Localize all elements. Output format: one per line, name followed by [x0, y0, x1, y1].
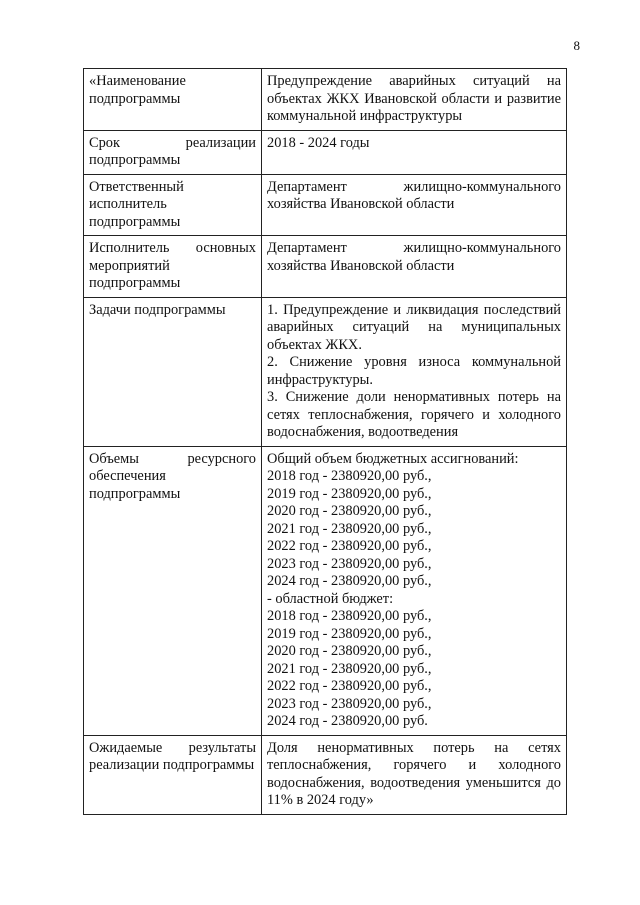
row-label-term: Срок реализации подпрограммы	[84, 130, 262, 174]
row-label-responsible: Ответственный исполнитель подпрограммы	[84, 174, 262, 236]
value-line: Департамент жилищно-коммунального хозяйства Ивановской области	[267, 240, 561, 274]
value-line: Департамент жилищно-коммунального хозяйства Ивановской области	[267, 178, 561, 212]
row-value-executor	[262, 236, 567, 298]
row-label-funding: Объемы ресурсного обеспечения подпрограммы	[84, 446, 262, 735]
funding-line: 2022 год - 2380920,00 руб.,	[267, 678, 432, 694]
task-item: 2. Снижение уровня износа коммунальной инфраструктуры.	[267, 354, 561, 388]
subprogram-passport-table	[83, 68, 567, 815]
funding-line: 2018 год - 2380920,00 руб.,	[267, 608, 432, 624]
task-item: 1. Предупреждение и ликвидация последствий аварийных ситуаций на муниципальных объектах ЖКХ.	[267, 301, 561, 353]
funding-line: Общий объем бюджетных ассигнований:	[267, 450, 519, 467]
row-value-funding	[262, 446, 567, 735]
funding-line: 2020 год - 2380920,00 руб.,	[267, 643, 432, 659]
table-row-name	[84, 69, 567, 131]
funding-line: 2020 год - 2380920,00 руб.,	[267, 503, 432, 519]
row-value-name	[262, 69, 567, 131]
funding-line: 2018 год - 2380920,00 руб.,	[267, 468, 432, 484]
value-line: Предупреждение аварийных ситуаций на объектах ЖКХ Ивановской области и развитие коммунальной инфраструктуры	[267, 73, 561, 124]
table-row-responsible	[84, 174, 567, 236]
funding-line: 2019 год - 2380920,00 руб.,	[267, 485, 432, 502]
task-item: 3. Снижение доли ненормативных потерь на сетях теплоснабжения, горячего и холодного водоснабжения, водоотведения	[267, 389, 561, 440]
funding-line: 2024 год - 2380920,00 руб.,	[267, 573, 432, 589]
table-row-term	[84, 130, 567, 174]
funding-line: 2019 год - 2380920,00 руб.,	[267, 625, 432, 642]
funding-line: 2022 год - 2380920,00 руб.,	[267, 538, 432, 554]
value-line: Доля ненормативных потерь на сетях теплоснабжения, горячего и холодного водоснабжения, водоотведения уменьшится до 11% в 2024 году»	[267, 739, 561, 808]
row-label-name: «Наименование подпрограммы	[84, 69, 262, 131]
row-value-responsible	[262, 174, 567, 236]
funding-line: 2021 год - 2380920,00 руб.,	[267, 520, 432, 537]
page-number: 8	[573, 38, 580, 53]
funding-line: 2023 год - 2380920,00 руб.,	[267, 695, 432, 712]
row-label-executor: Исполнитель основных мероприятий подпрограммы	[84, 236, 262, 298]
funding-line: 2023 год - 2380920,00 руб.,	[267, 555, 432, 572]
funding-line: - областной бюджет:	[267, 590, 394, 607]
value-line: 2018 - 2024 годы	[267, 134, 370, 151]
row-value-tasks	[262, 297, 567, 446]
table-row-funding	[84, 446, 567, 735]
table-row-results	[84, 735, 567, 814]
row-value-results	[262, 735, 567, 814]
funding-line: 2021 год - 2380920,00 руб.,	[267, 660, 432, 677]
row-value-term	[262, 130, 567, 174]
table-row-executor	[84, 236, 567, 298]
funding-line: 2024 год - 2380920,00 руб.	[267, 713, 428, 729]
row-label-tasks: Задачи подпрограммы	[84, 297, 262, 446]
row-label-results: Ожидаемые результаты реализации подпрограммы	[84, 735, 262, 814]
table-row-tasks	[84, 297, 567, 446]
